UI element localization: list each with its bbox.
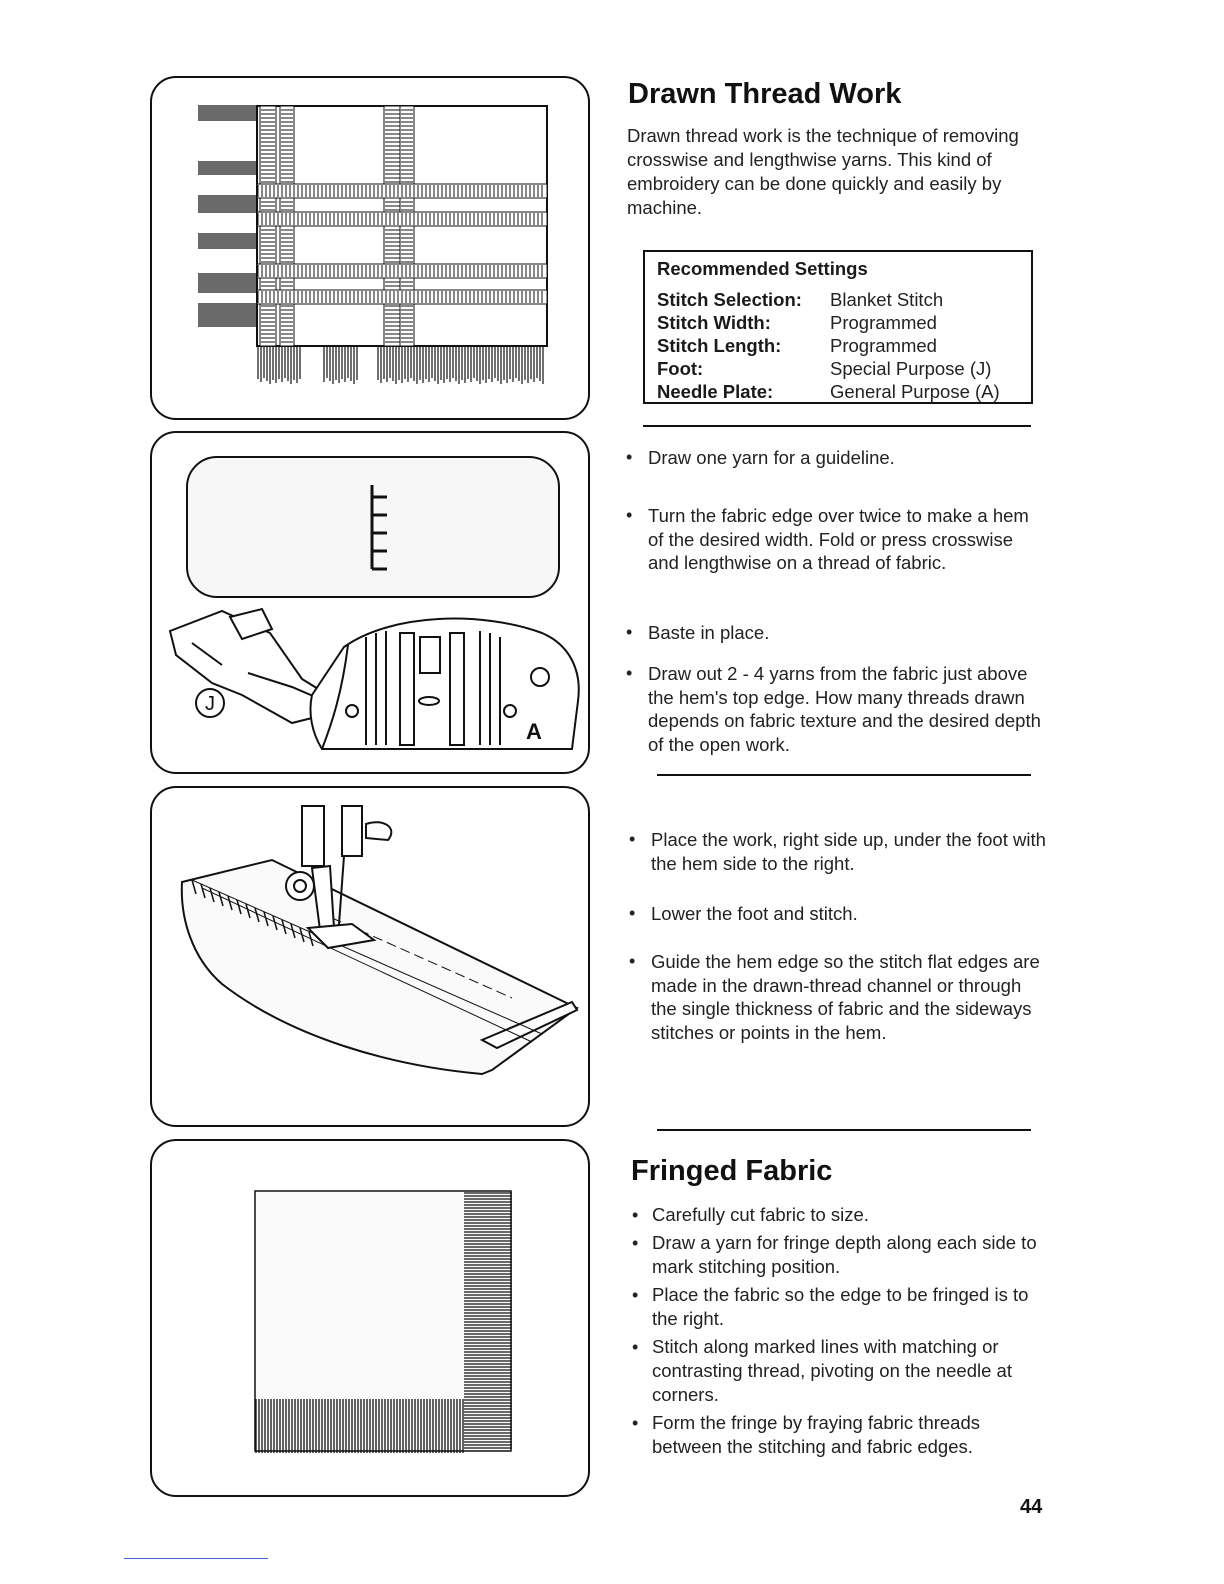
divider <box>643 425 1031 427</box>
list-item: • Stitch along marked lines with matching or contrasting thread, pivoting on the needle at corners. <box>630 1335 1050 1407</box>
list-item: • Draw out 2 - 4 yarns from the fabric just above the hem's top edge. How many threads drawn depends on fabric texture and the desired depth of the open work. <box>624 662 1048 756</box>
drawn-thread-title: Drawn Thread Work <box>628 78 902 110</box>
list-item: • Draw a yarn for fringe depth along each side to mark stitching position. <box>630 1231 1050 1279</box>
fringed-fabric-title: Fringed Fabric <box>631 1155 833 1187</box>
settings-value: Blanket Stitch <box>830 289 944 310</box>
settings-row <box>657 288 1000 311</box>
settings-row <box>657 357 1000 380</box>
fabric-with-hem <box>182 860 577 1074</box>
fringed-fabric-steps <box>630 1203 1050 1463</box>
settings-table <box>657 288 1000 403</box>
foot-plate-drawing <box>152 433 590 774</box>
list-item: • Draw one yarn for a guideline. <box>624 446 1048 470</box>
illustration-fringed-fabric <box>150 1139 590 1497</box>
footer-link-underline <box>124 1558 268 1559</box>
divider <box>657 1129 1031 1131</box>
settings-label: Stitch Selection: <box>657 289 802 310</box>
settings-row <box>657 334 1000 357</box>
settings-label: Stitch Width: <box>657 312 771 333</box>
list-item: • Place the fabric so the edge to be fringed is to the right. <box>630 1283 1050 1331</box>
settings-value: General Purpose (A) <box>830 381 1000 402</box>
settings-value: Programmed <box>830 335 937 356</box>
drawn-thread-intro: Drawn thread work is the technique of removing crosswise and lengthwise yarns. This kind of embroidery can be done quickly and easily by machine. <box>627 125 1019 218</box>
illustration-drawn-thread-weave <box>150 76 590 420</box>
settings-row <box>657 311 1000 334</box>
fringe-bottom <box>258 346 543 384</box>
fringe-left <box>198 106 257 326</box>
illustration-foot-and-plate <box>150 431 590 774</box>
list-item: • Baste in place. <box>624 621 1048 645</box>
fringe-drawing <box>152 1141 590 1497</box>
list-item: • Guide the hem edge so the stitch flat edges are made in the drawn-thread channel or through the single thickness of fabric and the sideways stitches or points in the hem. <box>627 950 1051 1044</box>
recommended-settings-box <box>643 250 1033 404</box>
settings-value: Special Purpose (J) <box>830 358 992 379</box>
settings-label: Foot: <box>657 358 704 379</box>
list-item: • Turn the fabric edge over twice to make a hem of the desired width. Fold or press crosswise and lengthwise on a thread of fabric. <box>624 504 1048 575</box>
weave-drawing <box>152 78 590 420</box>
page-number: 44 <box>1020 1496 1043 1518</box>
list-item: • Form the fringe by fraying fabric threads between the stitching and fabric edges. <box>630 1411 1050 1459</box>
stitching-drawing <box>152 788 590 1127</box>
settings-heading: Recommended Settings <box>657 258 868 279</box>
list-item: • Place the work, right side up, under the foot with the hem side to the right. <box>627 828 1051 875</box>
presser-foot-j <box>170 609 332 723</box>
illustration-stitching-hem <box>150 786 590 1127</box>
settings-label: Needle Plate: <box>657 381 774 402</box>
divider <box>657 774 1031 776</box>
settings-label: Stitch Length: <box>657 335 782 356</box>
list-item: • Carefully cut fabric to size. <box>630 1203 1050 1227</box>
list-item: • Lower the foot and stitch. <box>627 902 1051 926</box>
settings-row <box>657 380 1000 403</box>
foot-label: J <box>205 693 215 715</box>
settings-value: Programmed <box>830 312 937 333</box>
plate-label: A <box>526 719 542 744</box>
